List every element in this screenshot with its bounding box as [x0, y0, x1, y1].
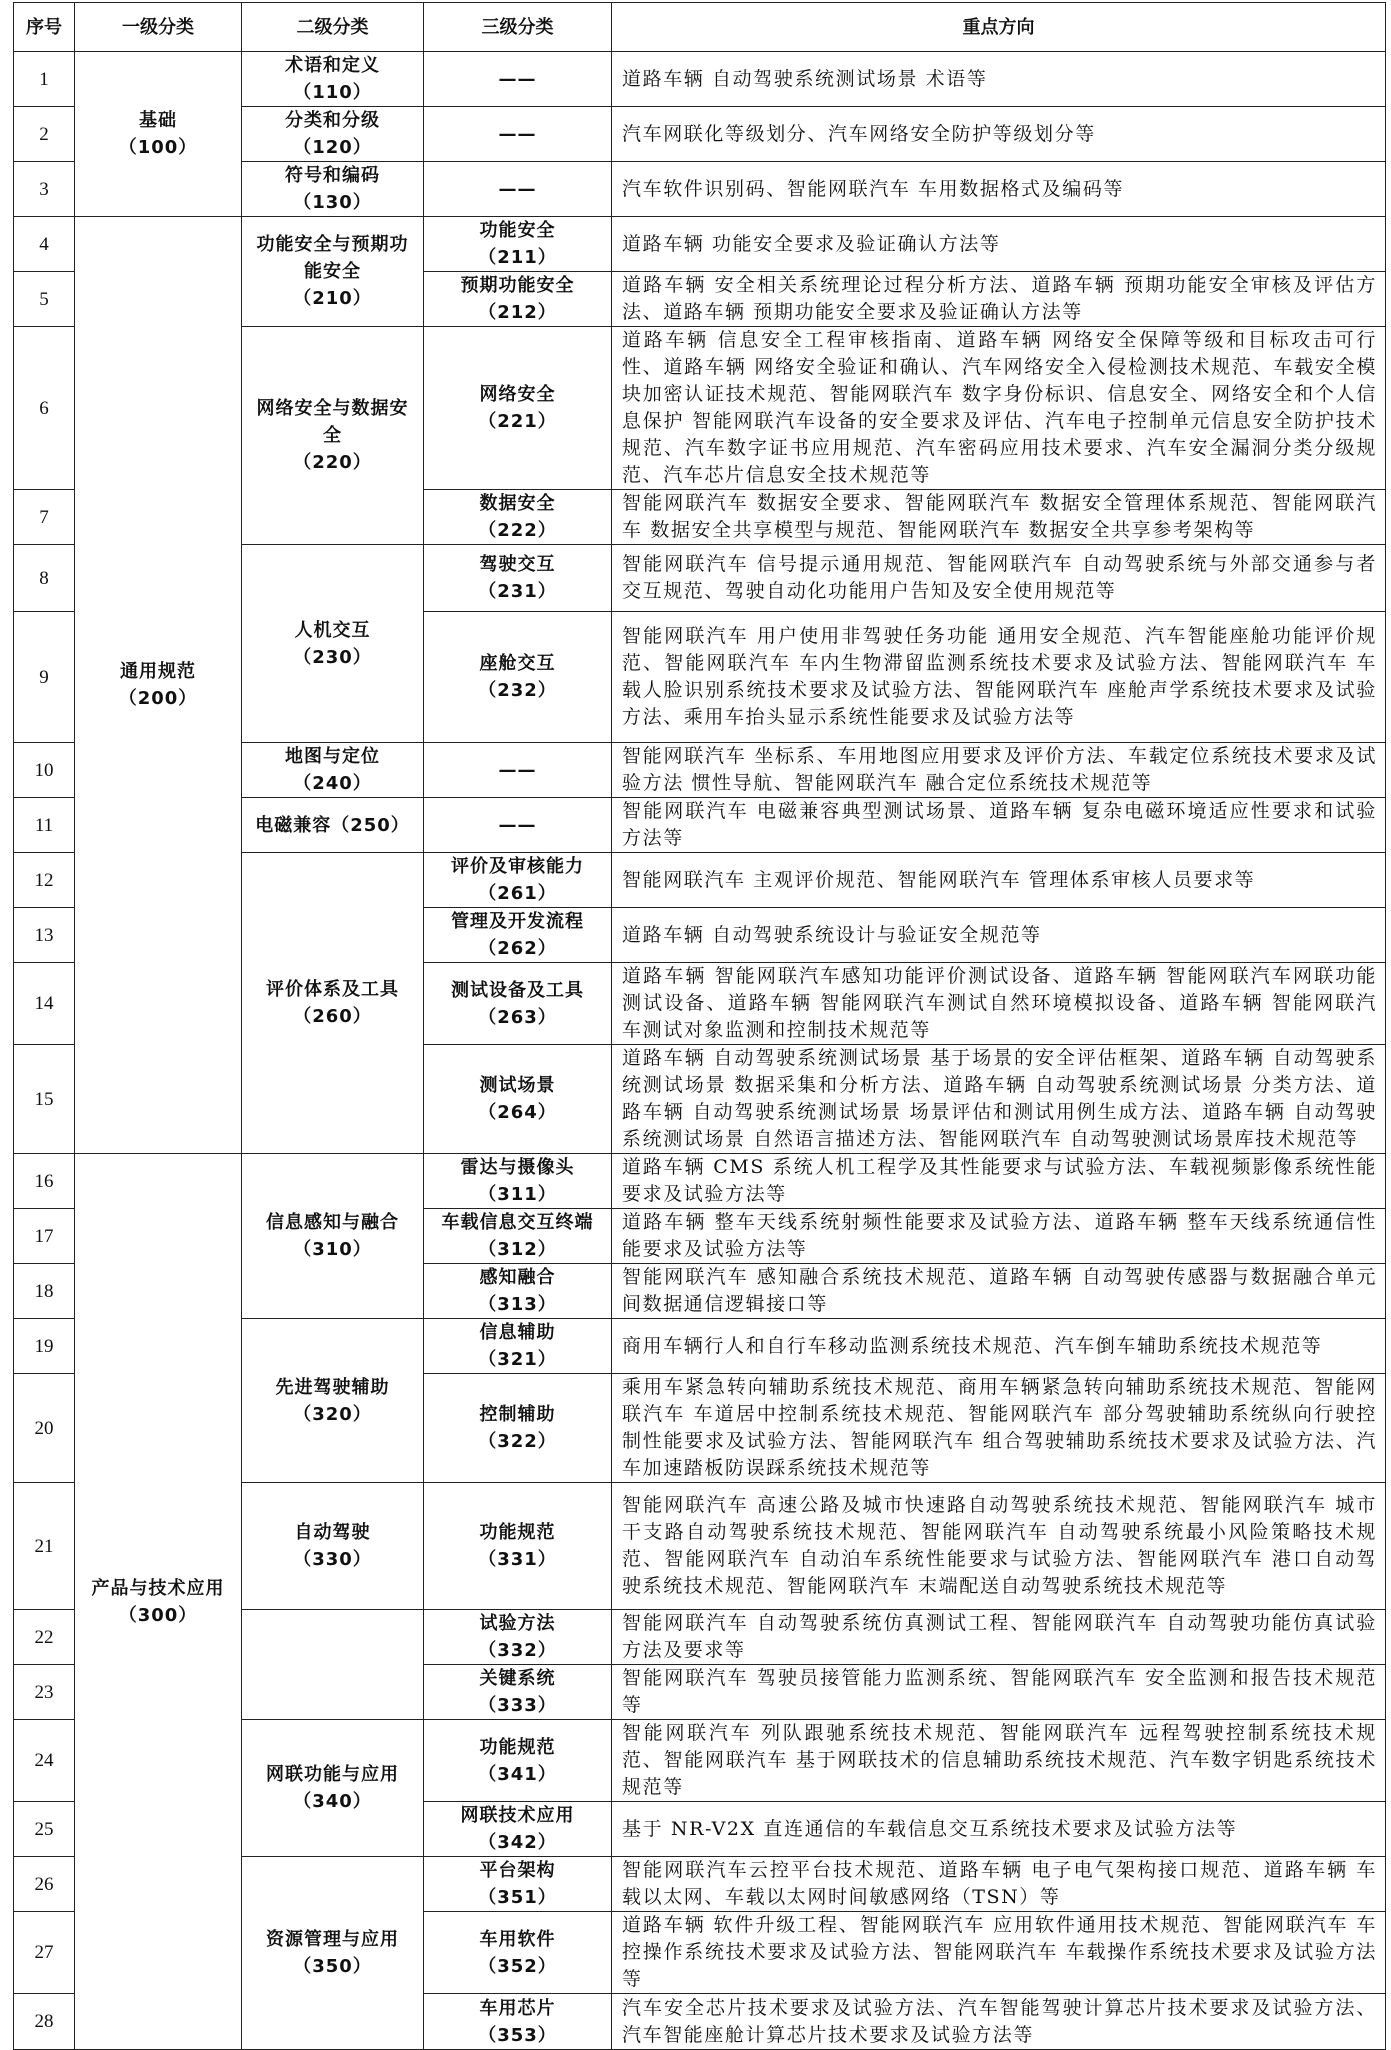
- level3-label: 测试场景: [479, 1075, 556, 1096]
- level3-code: （331）: [478, 1549, 557, 1570]
- level3-code: （353）: [478, 2024, 557, 2046]
- level2-category: [242, 798, 424, 853]
- level3-category: [424, 1665, 612, 1720]
- level3-code: （352）: [478, 1955, 557, 1977]
- level3-label: 功能安全: [479, 220, 556, 241]
- row-number: 12: [14, 853, 75, 908]
- level3-code: （342）: [478, 1832, 557, 1853]
- level3-category: [424, 1857, 612, 1912]
- level2-category-label: 先进驾驶辅助: [275, 1376, 390, 1398]
- focus-direction: 智能网联汽车 感知融合系统技术规范、道路车辆 自动驾驶传感器与数据融合单元间数据通信逻辑接口等: [612, 1264, 1386, 1319]
- level3-label: 车用软件: [479, 1928, 556, 1950]
- focus-direction: 智能网联汽车 坐标系、车用地图应用要求及评价方法、车载定位系统技术要求及试验方法 惯性导航、智能网联汽车 融合定位系统技术规范等: [612, 743, 1386, 798]
- focus-direction: 道路车辆 安全相关系统理论过程分析方法、道路车辆 预期功能安全审核及评估方法、道路车辆 预期功能安全要求及验证确认方法等: [612, 272, 1386, 327]
- level3-category: [424, 1374, 612, 1483]
- focus-direction: 道路车辆 功能安全要求及验证确认方法等: [612, 217, 1386, 272]
- level3-category: [424, 798, 612, 853]
- row-number: 21: [14, 1483, 75, 1610]
- level3-category: [424, 272, 612, 327]
- focus-direction: 智能网联汽车 列队跟驰系统技术规范、智能网联汽车 远程驾驶控制系统技术规范、智能网联汽车 基于网联技术的信息辅助系统技术规范、汽车数字钥匙系统技术规范等: [612, 1720, 1386, 1802]
- level2-category-label: 评价体系及工具: [266, 979, 399, 1000]
- focus-direction: 智能网联汽车 驾驶员接管能力监测系统、智能网联汽车 安全监测和报告技术规范等: [612, 1665, 1386, 1720]
- focus-direction: 智能网联汽车 高速公路及城市快速路自动驾驶系统技术规范、智能网联汽车 城市干支路自动驾驶系统技术规范、智能网联汽车 自动驾驶系统最小风险策略技术规范、智能网联汽车 自动泊车系统性能要求与试验方法、智能网联汽车 港口自动驾驶系统技术规范、智能网联汽车 末端配送自动驾驶系统技术规范等: [612, 1483, 1386, 1610]
- level3-category: [424, 327, 612, 490]
- level3-label: 座舱交互: [479, 653, 556, 674]
- focus-direction: 道路车辆 整车天线系统射频性能要求及试验方法、道路车辆 整车天线系统通信性能要求及试验方法等: [612, 1209, 1386, 1264]
- standards-table: [13, 2, 1386, 2050]
- level2-category-code: （210）: [293, 288, 372, 309]
- level2-category-code: （340）: [293, 1791, 372, 1812]
- level3-label: ——: [498, 178, 537, 200]
- level3-code: （262）: [478, 938, 557, 959]
- level2-category: [242, 162, 424, 217]
- level3-category: [424, 1802, 612, 1857]
- header-level3: 三级分类: [424, 3, 612, 52]
- level3-category: [424, 612, 612, 743]
- row-number: 14: [14, 963, 75, 1045]
- level2-category-label: 自动驾驶: [294, 1522, 371, 1543]
- level2-category: [242, 52, 424, 107]
- focus-direction: 道路车辆 CMS 系统人机工程学及其性能要求与试验方法、车载视频影像系统性能要求及试验方法等: [612, 1154, 1386, 1209]
- level2-category-code: （320）: [293, 1403, 372, 1425]
- level3-code: （221）: [478, 411, 557, 432]
- header-focus: 重点方向: [612, 3, 1386, 52]
- level3-label: 控制辅助: [479, 1404, 556, 1425]
- level2-category: [242, 853, 424, 1154]
- level3-category: [424, 1209, 612, 1264]
- level3-category: [424, 908, 612, 963]
- focus-direction: 道路车辆 信息安全工程审核指南、道路车辆 网络安全保障等级和目标攻击可行性、道路车辆 网络安全验证和确认、汽车网络安全入侵检测技术规范、车载安全模块加密认证技术规范、智能网联汽车 数字身份标识、信息安全、网络安全和个人信息保护 智能网联汽车设备的安全要求及评估、汽车电子控制单元信息安全防护技术规范、汽车数字证书应用规范、汽车密码应用技术要求、汽车安全漏洞分类分级规范、汽车芯片信息安全技术规范等: [612, 327, 1386, 490]
- level2-category-label: 地图与定位: [285, 746, 380, 767]
- header-level2: 二级分类: [242, 3, 424, 52]
- level2-category-code: （310）: [293, 1239, 372, 1260]
- level3-label: 驾驶交互: [479, 554, 556, 575]
- level3-code: （263）: [478, 1006, 557, 1028]
- focus-direction: 道路车辆 自动驾驶系统测试场景 术语等: [612, 52, 1386, 107]
- row-number: 9: [14, 612, 75, 743]
- level1-category-label: 基础: [139, 110, 177, 131]
- level3-label: 数据安全: [479, 493, 556, 514]
- level2-category-label: 分类和分级: [285, 110, 380, 131]
- level1-category-code: （300）: [118, 1604, 198, 1626]
- level3-category: [424, 1994, 612, 2050]
- row-number: 27: [14, 1912, 75, 1994]
- level3-label: 评价及审核能力: [451, 856, 584, 877]
- level3-category: [424, 1720, 612, 1802]
- row-number: 7: [14, 490, 75, 545]
- row-number: 18: [14, 1264, 75, 1319]
- table-row: [14, 52, 1386, 107]
- table-body: [14, 52, 1386, 2050]
- level3-code: （232）: [478, 680, 557, 701]
- level3-code: （332）: [478, 1640, 557, 1661]
- focus-direction: 道路车辆 软件升级工程、智能网联汽车 应用软件通用技术规范、智能网联汽车 车控操作系统技术要求及试验方法、智能网联汽车 车载操作系统技术要求及试验方法等: [612, 1912, 1386, 1994]
- header-no: 序号: [14, 3, 75, 52]
- level2-category-label: 人机交互: [294, 619, 371, 641]
- level2-category: [242, 545, 424, 743]
- level2-category: [242, 1610, 424, 1720]
- level3-code: （231）: [478, 581, 557, 602]
- level3-code: （312）: [478, 1239, 557, 1260]
- level3-category: [424, 1154, 612, 1209]
- row-number: 5: [14, 272, 75, 327]
- level2-category-code: （110）: [293, 82, 372, 103]
- level3-code: （264）: [478, 1102, 557, 1123]
- focus-direction: 道路车辆 自动驾驶系统测试场景 基于场景的安全评估框架、道路车辆 自动驾驶系统测试场景 数据采集和分析方法、道路车辆 自动驾驶系统测试场景 分类方法、道路车辆 自动驾驶系统测试场景 场景评估和测试用例生成方法、道路车辆 自动驾驶系统测试场景 自然语言描述方法、智能网联汽车 自动驾驶测试场景库技术规范等: [612, 1045, 1386, 1154]
- level1-category: [75, 52, 242, 217]
- level3-category: [424, 1045, 612, 1154]
- level3-label: 信息辅助: [479, 1322, 556, 1343]
- table-row: [14, 217, 1386, 272]
- level3-category: [424, 162, 612, 217]
- level1-category-code: （100）: [118, 137, 198, 158]
- focus-direction: 智能网联汽车 主观评价规范、智能网联汽车 管理体系审核人员要求等: [612, 853, 1386, 908]
- row-number: 8: [14, 545, 75, 612]
- level3-label: 车载信息交互终端: [441, 1212, 594, 1233]
- level3-code: （313）: [478, 1294, 557, 1315]
- level2-category: [242, 1857, 424, 2050]
- row-number: 10: [14, 743, 75, 798]
- row-number: 25: [14, 1802, 75, 1857]
- focus-direction: 智能网联汽车 数据安全要求、智能网联汽车 数据安全管理体系规范、智能网联汽车 数据安全共享模型与规范、智能网联汽车 数据安全共享参考架构等: [612, 490, 1386, 545]
- level3-label: 预期功能安全: [460, 275, 575, 296]
- level3-category: [424, 1319, 612, 1374]
- level3-label: 感知融合: [479, 1267, 556, 1288]
- level3-category: [424, 52, 612, 107]
- focus-direction: 汽车安全芯片技术要求及试验方法、汽车智能驾驶计算芯片技术要求及试验方法、汽车智能座舱计算芯片技术要求及试验方法等: [612, 1994, 1386, 2050]
- level3-category: [424, 107, 612, 162]
- level2-category-label: 网联功能与应用: [266, 1764, 399, 1785]
- focus-direction: 道路车辆 智能网联汽车感知功能评价测试设备、道路车辆 智能网联汽车网联功能测试设备、道路车辆 智能网联汽车测试自然环境模拟设备、道路车辆 智能网联汽车测试对象监测和控制技术规范等: [612, 963, 1386, 1045]
- level1-category-code: （200）: [118, 688, 198, 709]
- level1-category: [75, 1154, 242, 2050]
- focus-direction: 智能网联汽车 用户使用非驾驶任务功能 通用安全规范、汽车智能座舱功能评价规范、智能网联汽车 车内生物滞留监测系统技术要求及试验方法、智能网联汽车 车载人脸识别系统技术要求及试验方法、智能网联汽车 座舱声学系统技术要求及试验方法、乘用车抬头显示系统性能要求及试验方法等: [612, 612, 1386, 743]
- level2-category-code: （130）: [293, 192, 372, 213]
- row-number: 11: [14, 798, 75, 853]
- level3-label: 关键系统: [479, 1668, 556, 1689]
- focus-direction: 智能网联汽车云控平台技术规范、道路车辆 电子电气架构接口规范、道路车辆 车载以太网、车载以太网时间敏感网络（TSN）等: [612, 1857, 1386, 1912]
- row-number: 28: [14, 1994, 75, 2050]
- focus-direction: 乘用车紧急转向辅助系统技术规范、商用车辆紧急转向辅助系统技术规范、智能网联汽车 车道居中控制系统技术规范、智能网联汽车 部分驾驶辅助系统纵向行驶控制性能要求及试验方法、智能网联汽车 组合驾驶辅助系统技术要求及试验方法、汽车加速踏板防误踩系统技术规范等: [612, 1374, 1386, 1483]
- level3-category: [424, 1610, 612, 1665]
- level3-code: （212）: [478, 302, 557, 323]
- level1-category: [75, 217, 242, 1154]
- level1-category-label: 通用规范: [120, 661, 196, 682]
- level3-code: （311）: [478, 1184, 557, 1205]
- level3-category: [424, 1483, 612, 1610]
- level2-category: [242, 217, 424, 327]
- level3-label: 管理及开发流程: [451, 911, 584, 932]
- level2-category-code: （350）: [293, 1956, 372, 1977]
- level2-category-code: （120）: [293, 137, 372, 158]
- row-number: 17: [14, 1209, 75, 1264]
- focus-direction: 基于 NR-V2X 直连通信的车载信息交互系统技术要求及试验方法等: [612, 1802, 1386, 1857]
- level2-category-code: （220）: [293, 452, 372, 473]
- level3-category: [424, 217, 612, 272]
- level2-category-label: 资源管理与应用: [266, 1929, 399, 1950]
- focus-direction: 商用车辆行人和自行车移动监测系统技术规范、汽车倒车辅助系统技术规范等: [612, 1319, 1386, 1374]
- level3-label: ——: [498, 68, 537, 90]
- level2-category-label: 功能安全与预期功能安全: [256, 234, 409, 282]
- focus-direction: 汽车软件识别码、智能网联汽车 车用数据格式及编码等: [612, 162, 1386, 217]
- level3-label: 功能规范: [479, 1522, 556, 1543]
- level3-label: 功能规范: [479, 1736, 556, 1758]
- row-number: 16: [14, 1154, 75, 1209]
- table-row: [14, 1154, 1386, 1209]
- level2-category-code: （260）: [293, 1006, 372, 1027]
- level3-category: [424, 743, 612, 798]
- row-number: 19: [14, 1319, 75, 1374]
- level3-label: ——: [498, 814, 537, 836]
- header-level1: 一级分类: [75, 3, 242, 52]
- focus-direction: 汽车网联化等级划分、汽车网络安全防护等级划分等: [612, 107, 1386, 162]
- level3-code: （222）: [478, 520, 557, 541]
- level3-code: （333）: [478, 1695, 557, 1716]
- level2-category: [242, 327, 424, 545]
- row-number: 22: [14, 1610, 75, 1665]
- level3-label: 网络安全: [479, 384, 556, 405]
- level3-code: （211）: [478, 247, 557, 268]
- level3-label: 雷达与摄像头: [460, 1157, 575, 1178]
- level2-category-code: （240）: [293, 773, 372, 794]
- level3-label: 测试设备及工具: [451, 979, 584, 1001]
- level2-category-label: 电磁兼容（250）: [255, 814, 410, 836]
- level2-category: [242, 1483, 424, 1610]
- level3-code: （321）: [478, 1349, 557, 1370]
- level2-category-code: （230）: [293, 646, 372, 668]
- level2-category-label: 网络安全与数据安全: [256, 398, 409, 446]
- row-number: 6: [14, 327, 75, 490]
- focus-direction: 智能网联汽车 自动驾驶系统仿真测试工程、智能网联汽车 自动驾驶功能仿真试验方法及要求等: [612, 1610, 1386, 1665]
- level2-category-label: 符号和编码: [285, 165, 380, 186]
- level3-label: 网联技术应用: [460, 1805, 575, 1826]
- level3-code: （322）: [478, 1431, 557, 1452]
- level2-category: [242, 107, 424, 162]
- level3-label: 平台架构: [479, 1860, 556, 1881]
- focus-direction: 智能网联汽车 电磁兼容典型测试场景、道路车辆 复杂电磁环境适应性要求和试验方法等: [612, 798, 1386, 853]
- level3-code: （261）: [478, 883, 557, 904]
- level1-category-label: 产品与技术应用: [91, 1577, 225, 1599]
- level3-category: [424, 963, 612, 1045]
- level3-label: ——: [498, 123, 537, 145]
- level3-label: 车用芯片: [479, 1997, 556, 2019]
- level3-label: ——: [498, 759, 537, 781]
- level2-category-code: （330）: [293, 1549, 372, 1570]
- row-number: 13: [14, 908, 75, 963]
- row-number: 4: [14, 217, 75, 272]
- row-number: 23: [14, 1665, 75, 1720]
- level2-category: [242, 1154, 424, 1319]
- level2-category: [242, 1319, 424, 1483]
- row-number: 20: [14, 1374, 75, 1483]
- row-number: 3: [14, 162, 75, 217]
- focus-direction: 道路车辆 自动驾驶系统设计与验证安全规范等: [612, 908, 1386, 963]
- level3-category: [424, 545, 612, 612]
- level3-category: [424, 853, 612, 908]
- level3-category: [424, 490, 612, 545]
- level2-category-label: 术语和定义: [285, 55, 380, 76]
- level3-category: [424, 1912, 612, 1994]
- row-number: 2: [14, 107, 75, 162]
- level3-category: [424, 1264, 612, 1319]
- row-number: 1: [14, 52, 75, 107]
- row-number: 24: [14, 1720, 75, 1802]
- level3-code: （351）: [478, 1887, 557, 1908]
- level2-category: [242, 743, 424, 798]
- level3-code: （341）: [478, 1763, 557, 1785]
- row-number: 15: [14, 1045, 75, 1154]
- focus-direction: 智能网联汽车 信号提示通用规范、智能网联汽车 自动驾驶系统与外部交通参与者交互规范、驾驶自动化功能用户告知及安全使用规范等: [612, 545, 1386, 612]
- level2-category-label: 信息感知与融合: [266, 1212, 399, 1233]
- row-number: 26: [14, 1857, 75, 1912]
- level2-category: [242, 1720, 424, 1857]
- level3-label: 试验方法: [479, 1613, 556, 1634]
- table-header-row: [14, 3, 1386, 52]
